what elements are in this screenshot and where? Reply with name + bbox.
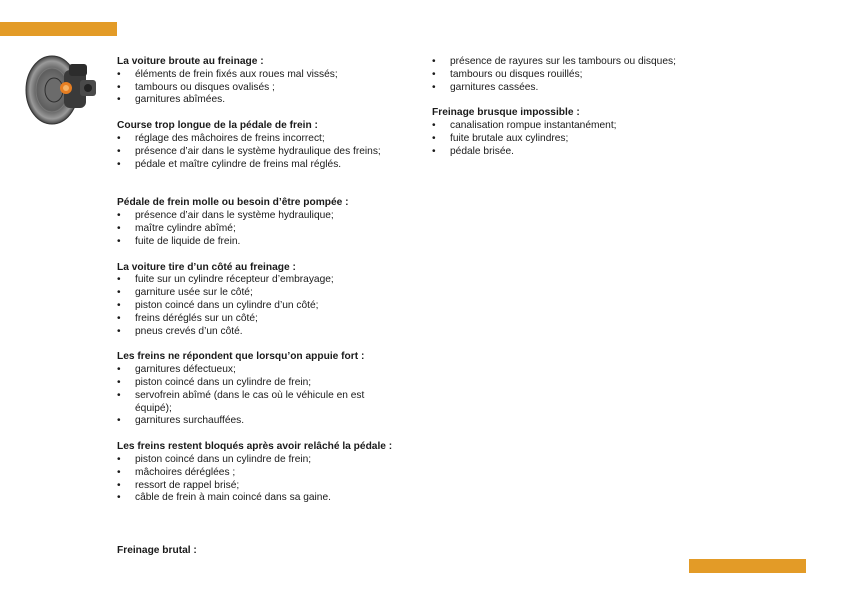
- list-item: [117, 415, 402, 428]
- bullet-list: [117, 364, 402, 428]
- list-item-text: présence d’air dans le système hydraulique des freins;: [135, 145, 381, 157]
- list-item: [117, 223, 402, 236]
- bullet-icon: •: [117, 94, 121, 106]
- bullet-list: [117, 69, 402, 107]
- section-heading: Les freins restent bloqués après avoir relâché la pédale :: [117, 441, 393, 453]
- accent-bar-bottom: [689, 559, 806, 573]
- list-item: [432, 69, 732, 82]
- list-item-text: garnitures cassées.: [450, 81, 539, 93]
- bullet-icon: •: [117, 299, 121, 311]
- bullet-icon: •: [117, 235, 121, 247]
- bullet-icon: •: [117, 389, 121, 401]
- bullet-icon: •: [117, 222, 121, 234]
- section-heading: La voiture broute au freinage :: [117, 56, 264, 67]
- section: [432, 56, 732, 94]
- bullet-icon: •: [432, 68, 436, 80]
- list-item-text: ressort de rappel brisé;: [135, 479, 240, 491]
- bullet-icon: •: [117, 492, 121, 504]
- list-item-text: servofrein abîmé (dans le cas où le véhicule en est équipé);: [135, 389, 365, 414]
- section-heading: Freinage brusque impossible :: [432, 107, 580, 119]
- list-item: [117, 146, 402, 159]
- list-item: [117, 159, 402, 172]
- section: [117, 351, 402, 428]
- bullet-icon: •: [117, 453, 121, 465]
- list-item-text: câble de frein à main coincé dans sa gaine.: [135, 492, 331, 504]
- list-item: [117, 287, 402, 300]
- list-item-text: présence d’air dans le système hydraulique;: [135, 210, 334, 222]
- list-item-text: piston coincé dans un cylindre de frein;: [135, 376, 312, 388]
- list-item: [117, 454, 402, 467]
- list-item: [432, 56, 732, 69]
- brake-disc-icon: [14, 50, 104, 130]
- bullet-icon: •: [432, 56, 436, 67]
- section-heading: La voiture tire d’un côté au freinage :: [117, 261, 296, 273]
- list-item-text: tambours ou disques rouillés;: [450, 68, 583, 80]
- section-heading: Les freins ne répondent que lorsqu’on appuie fort :: [117, 351, 365, 363]
- list-item-text: présence de rayures sur les tambours ou disques;: [450, 56, 676, 67]
- list-item-text: garnitures abîmées.: [135, 94, 226, 106]
- bullet-list: [117, 274, 402, 338]
- list-item: [117, 326, 402, 339]
- list-item: [117, 133, 402, 146]
- list-item-text: garniture usée sur le côté;: [135, 287, 253, 299]
- list-item-text: fuite sur un cylindre récepteur d’embrayage;: [135, 274, 334, 286]
- list-item: [117, 236, 402, 249]
- section: [117, 262, 402, 339]
- list-item-text: réglage des mâchoires de freins incorrect;: [135, 132, 325, 144]
- bullet-list: [117, 133, 402, 171]
- list-item: [117, 480, 402, 493]
- bullet-icon: •: [432, 81, 436, 93]
- bullet-icon: •: [117, 145, 121, 157]
- list-item: [117, 364, 402, 377]
- list-item-text: maître cylindre abîmé;: [135, 222, 236, 234]
- bullet-icon: •: [117, 132, 121, 144]
- list-item: [117, 492, 402, 505]
- list-item: [117, 377, 402, 390]
- list-item-text: canalisation rompue instantanément;: [450, 120, 617, 132]
- section: [432, 107, 732, 158]
- bullet-icon: •: [117, 479, 121, 491]
- left-column: [117, 56, 402, 518]
- bullet-icon: •: [117, 210, 121, 222]
- list-item: [117, 390, 402, 416]
- bullet-icon: •: [117, 68, 121, 80]
- section: [117, 120, 402, 171]
- bullet-icon: •: [432, 132, 436, 144]
- bullet-icon: •: [117, 274, 121, 286]
- list-item: [432, 82, 732, 95]
- bullet-list: [117, 454, 402, 505]
- list-item: [117, 210, 402, 223]
- bullet-icon: •: [117, 287, 121, 299]
- list-item: [117, 82, 402, 95]
- list-item: [432, 120, 732, 133]
- section-heading: Pédale de frein molle ou besoin d’être pompée :: [117, 197, 349, 209]
- bullet-icon: •: [117, 415, 121, 427]
- list-item: [117, 300, 402, 313]
- bullet-list: [432, 56, 732, 94]
- list-item-text: éléments de frein fixés aux roues mal vissés;: [135, 68, 338, 80]
- section-heading: Course trop longue de la pédale de frein :: [117, 120, 318, 132]
- list-item-text: garnitures défectueux;: [135, 364, 236, 376]
- list-item: [432, 133, 732, 146]
- right-column: [432, 56, 732, 172]
- bullet-icon: •: [117, 364, 121, 376]
- bullet-list: [432, 120, 732, 158]
- list-item-text: piston coincé dans un cylindre de frein;: [135, 453, 312, 465]
- list-item: [117, 467, 402, 480]
- list-item-text: pédale brisée.: [450, 145, 515, 157]
- list-item: [117, 94, 402, 107]
- bullet-icon: •: [117, 81, 121, 93]
- bullet-icon: •: [117, 158, 121, 170]
- list-item-text: mâchoires déréglées ;: [135, 466, 236, 478]
- accent-bar-top: [0, 22, 117, 36]
- list-item-text: fuite de liquide de frein.: [135, 235, 241, 247]
- list-item-text: fuite brutale aux cylindres;: [450, 132, 569, 144]
- bullet-icon: •: [117, 325, 121, 337]
- list-item-text: tambours ou disques ovalisés ;: [135, 81, 275, 93]
- bullet-icon: •: [117, 312, 121, 324]
- list-item-text: freins déréglés sur un côté;: [135, 312, 258, 324]
- bottom-heading: Freinage brutal :: [117, 545, 197, 556]
- bullet-icon: •: [432, 120, 436, 132]
- list-item: [432, 146, 732, 159]
- list-item: [117, 69, 402, 82]
- list-item-text: pneus crevés d’un côté.: [135, 325, 243, 337]
- list-item: [117, 274, 402, 287]
- list-item-text: pédale et maître cylindre de freins mal réglés.: [135, 158, 342, 170]
- bullet-icon: •: [432, 145, 436, 157]
- list-item-text: garnitures surchauffées.: [135, 415, 245, 427]
- section: [117, 56, 402, 107]
- list-item: [117, 313, 402, 326]
- list-item-text: piston coincé dans un cylindre d’un côté;: [135, 299, 319, 311]
- bullet-icon: •: [117, 376, 121, 388]
- bullet-list: [117, 210, 402, 248]
- section: [117, 197, 402, 248]
- bullet-icon: •: [117, 466, 121, 478]
- section: [117, 441, 402, 505]
